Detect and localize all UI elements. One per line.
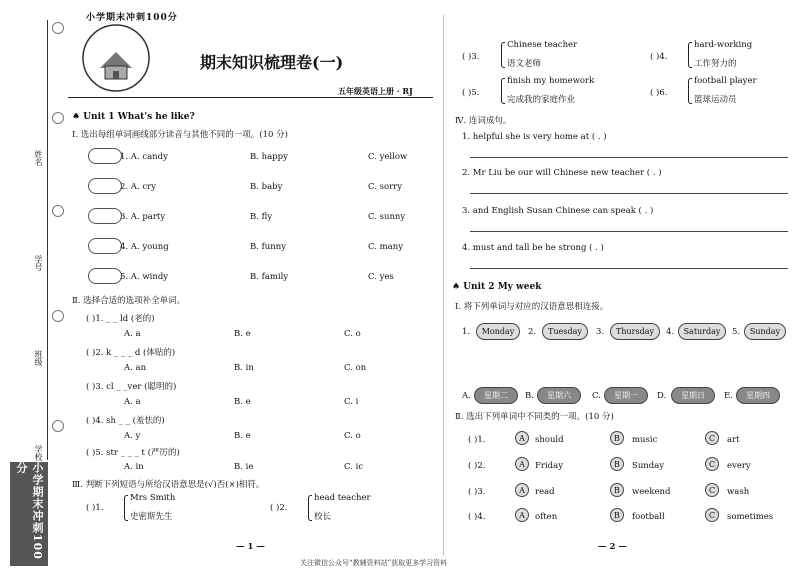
u1-s1-title: Ⅰ. 选出每组单词画线部分读音与其他不同的一项。(10 分) [72,130,288,140]
option-b-heart-icon: B [610,483,624,497]
option-a-heart-icon: A [515,483,529,497]
binding-line [47,20,48,460]
u2-s2-option-b: weekend [632,487,671,497]
u1-s2-option-b: B. e [234,397,251,407]
unit1-heading: ♠ Unit 1 What's he like? [72,112,195,122]
binding-sidebar [0,0,72,571]
u1-s1-option-c: C. sorry [368,182,403,192]
option-b-heart-icon: B [610,457,624,471]
u2-s2-num: ( )4. [468,512,486,522]
option-a-heart-icon: A [515,508,529,522]
page-subtitle: 五年级英语上册 · RJ [338,86,413,96]
answer-cloud-icon [88,148,122,164]
u1-s3-english: head teacher [314,493,371,503]
student-id-field-label: 学号 [34,255,43,271]
name-field-label: 姓名 [34,150,43,166]
u1-s1-row [88,208,122,224]
u1-s2-question: ( )2. k _ _ _ d (体贴的) [86,348,176,358]
u2-s2-option-c: sometimes [727,512,774,522]
u2-s2-option-a: often [535,512,558,522]
u1-s1-row [88,178,122,194]
answer-cloud-icon [88,268,122,284]
punch-hole [52,22,64,34]
class-field-label: 班级 [34,350,43,366]
brace [688,78,692,104]
u1-s3-english: football player [694,76,757,86]
u1-s2-question: ( )5. str _ _ _ t (严厉的) [86,448,180,458]
u2-s2-option-a: read [535,487,555,497]
punch-hole [52,310,64,322]
u1-s1-option-c: C. sunny [368,212,406,222]
u2-s1-letter: D. [657,391,667,401]
u1-s2-option-b: B. e [234,431,251,441]
word-tuesday[interactable]: Tuesday [542,323,588,340]
u2-s1-num: 1. [462,327,471,337]
u1-s2-option-c: C. ic [344,462,364,472]
u1-s2-option-c: C. o [344,329,361,339]
word-thursday[interactable]: Thursday [610,323,660,340]
u1-s1-option-b: B. happy [250,152,288,162]
punch-hole [52,205,64,217]
u1-s4-question: 2. Mr Liu be our will Chinese new teacher ( . ) [462,168,662,178]
u1-s1-row [88,238,122,254]
answer-line[interactable] [470,193,788,194]
answer-cloud-icon [88,238,122,254]
u2-s2-num: ( )3. [468,487,486,497]
series-badge: 小学期末冲刺100分 [10,462,48,566]
u1-s2-option-b: B. in [234,363,254,373]
page-title: 期末知识梳理卷(一) [200,53,344,72]
punch-hole [52,112,64,124]
u1-s3-num: ( )6. [650,88,668,98]
u1-s2-option-c: C. on [344,363,367,373]
u1-s1-row [88,268,122,284]
brace [308,495,312,521]
u2-s1-letter: A. [462,391,471,401]
u1-s1-option-c: C. yes [368,272,394,282]
u1-s1-option-c: C. many [368,242,404,252]
u1-s3-chinese: 语文老师 [507,59,542,69]
u1-s2-option-c: C. o [344,431,361,441]
u1-s2-option-b: B. ie [234,462,254,472]
u1-s2-question: ( )3. cl _ _ver (聪明的) [86,382,177,392]
school-field-label: 学校 [34,445,43,461]
u1-s2-option-a: A. an [124,363,147,373]
page-number-left: — 1 — [236,542,265,552]
u2-s2-num: ( )1. [468,435,486,445]
u2-s2-option-a: should [535,435,564,445]
page-divider [443,15,444,555]
u1-s3-english: hard-working [694,40,753,50]
option-c-heart-icon: C [705,483,719,497]
word-monday[interactable]: Monday [476,323,520,340]
u1-s4-question: 4. must and tall be he strong ( . ) [462,243,604,253]
answer-line[interactable] [470,268,788,269]
u2-s2-option-b: Sunday [632,461,665,471]
answer-line[interactable] [470,231,788,232]
u1-s4-question: 1. helpful she is very home at ( . ) [462,132,607,142]
u1-s2-option-b: B. e [234,329,251,339]
brace [124,495,128,521]
u2-s1-letter: B. [525,391,534,401]
u1-s1-option-a: 5. A. windy [120,272,169,282]
u1-s2-option-a: A. in [124,462,144,472]
option-a-heart-icon: A [515,431,529,445]
u1-s3-num: ( )1. [86,503,104,513]
u1-s1-option-b: B. family [250,272,289,282]
u2-s2-option-c: art [727,435,740,445]
unit2-heading: ♠ Unit 2 My week [452,282,542,292]
u1-s2-option-c: C. i [344,397,359,407]
u2-s1-title: Ⅰ. 将下列单词与对应的汉语意思相连接。 [455,302,609,312]
option-c-heart-icon: C [705,457,719,471]
answer-line[interactable] [470,157,788,158]
u2-s2-option-c: wash [727,487,750,497]
u1-s3-chinese: 完成我的家庭作业 [507,95,576,105]
u1-s1-option-a: 1. A. candy [120,152,168,162]
meaning-thursday[interactable]: 星期四 [736,387,780,404]
u1-s1-option-a: 3. A. party [120,212,166,222]
u1-s3-english: Chinese teacher [507,40,578,50]
u2-s1-letter: E. [724,391,733,401]
answer-cloud-icon [88,208,122,224]
u1-s1-option-b: B. funny [250,242,287,252]
option-b-heart-icon: B [610,508,624,522]
u1-s3-title: Ⅲ. 判断下列短语与所给汉语意思是(√)否(×)相符。 [72,480,265,490]
brace [688,42,692,68]
u1-s3-chinese: 校长 [314,512,332,522]
u2-s2-option-b: music [632,435,658,445]
u1-s3-num: ( )3. [462,52,480,62]
u2-s2-option-b: football [632,512,665,522]
option-c-heart-icon: C [705,508,719,522]
u1-s1-option-b: B. fly [250,212,273,222]
u1-s1-option-a: 2. A. cry [120,182,156,192]
u2-s1-num: 4. [666,327,675,337]
u1-s3-num: ( )5. [462,88,480,98]
u1-s3-chinese: 篮球运动员 [694,95,737,105]
option-b-heart-icon: B [610,431,624,445]
u1-s2-option-a: A. a [124,329,141,339]
header-rule [68,97,433,98]
meaning-monday[interactable]: 星期一 [604,387,648,404]
u2-s1-num: 3. [596,327,605,337]
word-sunday[interactable]: Sunday [744,323,786,340]
u1-s3-chinese: 工作努力的 [694,59,737,69]
brace [501,78,505,104]
answer-cloud-icon [88,178,122,194]
u2-s2-title: Ⅱ. 选出下列单词中不同类的一项。(10 分) [455,412,614,422]
u1-s2-title: Ⅱ. 选择合适的选项补全单词。 [72,296,186,306]
u1-s2-option-a: A. y [124,431,141,441]
u2-s2-option-c: every [727,461,751,471]
u1-s1-row [88,148,122,164]
u1-s3-english: finish my homework [507,76,595,86]
logo-text: 小学期末冲刺100分 [86,13,178,23]
u1-s3-chinese: 史密斯先生 [130,512,173,522]
u1-s1-option-b: B. baby [250,182,283,192]
meaning-sunday[interactable]: 星期日 [671,387,715,404]
u1-s4-question: 3. and English Susan Chinese can speak ( . ) [462,206,654,216]
u2-s2-num: ( )2. [468,461,486,471]
meaning-tuesday[interactable]: 星期二 [474,387,518,404]
page-number-right: — 2 — [598,542,627,552]
u1-s3-num: ( )2. [270,503,288,513]
meaning-saturday[interactable]: 星期六 [537,387,581,404]
option-a-heart-icon: A [515,457,529,471]
u2-s1-num: 2. [528,327,537,337]
u1-s2-option-a: A. a [124,397,141,407]
brace [501,42,505,68]
u1-s2-question: ( )1. _ _ ld (老的) [86,314,155,324]
logo-seal [80,22,152,94]
footer-note: 关注微信公众号“教辅资料站”获取更多学习资料 [300,559,448,567]
u1-s1-option-c: C. yellow [368,152,408,162]
u2-s1-num: 5. [732,327,741,337]
u1-s3-num: ( )4. [650,52,668,62]
word-saturday[interactable]: Saturday [678,323,726,340]
u1-s1-option-a: 4. A. young [120,242,169,252]
u1-s3-english: Mrs Smith [130,493,176,503]
u2-s2-option-a: Friday [535,461,563,471]
u2-s1-letter: C. [592,391,601,401]
option-c-heart-icon: C [705,431,719,445]
u1-s2-question: ( )4. sh _ _ (羞怯的) [86,416,165,426]
punch-hole [52,420,64,432]
u1-s4-title: Ⅳ. 连词成句。 [455,116,512,126]
